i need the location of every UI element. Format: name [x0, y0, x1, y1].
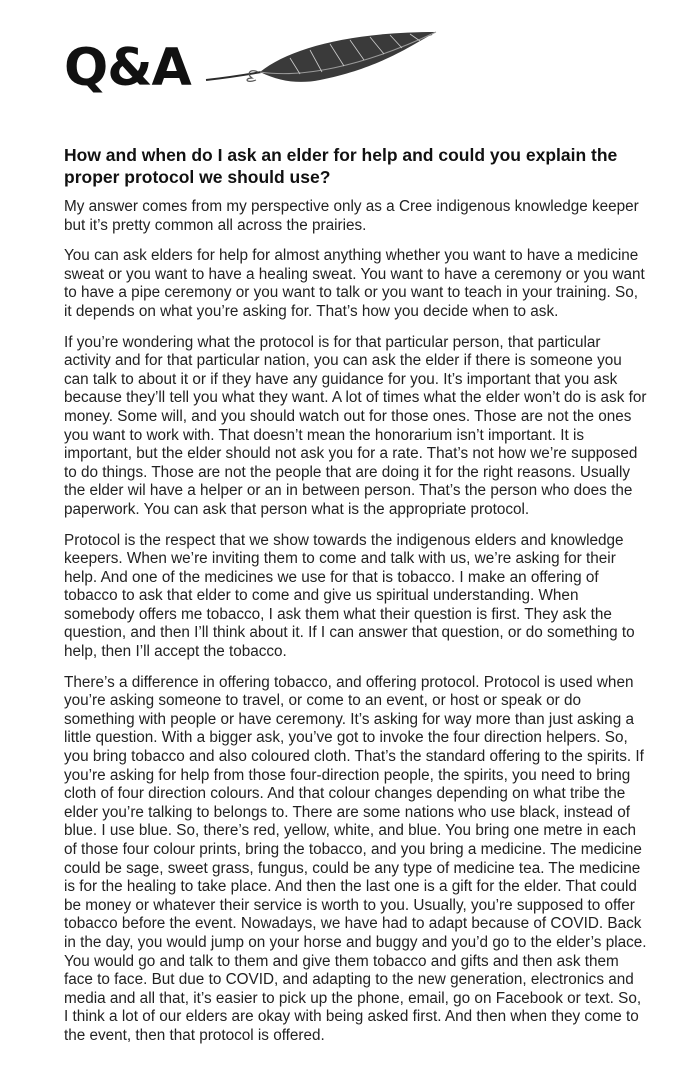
answer-body — [64, 198, 648, 1046]
answer-paragraph: You can ask elders for help for almost anything whether you want to have a medicine sweat or you want to have a healing sweat. You want to have a ceremony or you want to have a pipe ceremony or you want to talk or you want to teach in your training. So, it depends on what you’re asking for. That’s how you decide when to ask. — [64, 247, 645, 320]
page-header — [64, 38, 648, 100]
answer-paragraph: If you’re wondering what the protocol is for that particular person, that particular activity and for that particular nation, you can ask the elder if there is someone you can talk to about it or if they have any guidance for you. It’s important that you ask because they’ll tell you what they want. A lot of times what the elder won’t do is ask for money. Some will, and you should watch out for those ones. Those are not the ones you want to work with. That doesn’t mean the honorarium isn’t important. It is important, but the elder should not ask you for a rate. That’s not how we’re supposed to do things. Those are not the people that are doing it for the right reasons. Usually the elder wil have a helper or an in between person. That’s the person who does the paperwork. You can ask that person what is the appropriate protocol. — [64, 333, 647, 518]
answer-paragraph: There’s a difference in offering tobacco, and offering protocol. Protocol is used when you’re asking someone to travel, or come to an event, or host or speak or do something with people or have ceremony. It’s asking for way more than just asking a little question. With a bigger ask, you’ve got to invoke the four direction helpers. So, you bring tobacco and also coloured cloth. That’s the standard offering to the spirits. If you’re asking for help from those four-direction people, the spirits, you need to bring cloth of four direction colours. And that colour changes depending on what tribe the elder you’re talking to belongs to. There are some nations who use black, instead of blue. I use blue. So, there’s red, yellow, white, and blue. You bring one metre in each of those four colour prints, bring the tobacco, and you bring a medicine. The medicine could be sage, sweet grass, fungus, could be any type of medicine tea. The medicine is for the healing to take place. And then the last one is a gift for the elder. That could be money or whatever their service is worth to you. Usually, you’re supposed to offer tobacco before the event. Nowadays, we have had to adapt because of COVID. Back in the day, you would jump on your horse and buggy and you’d go to the elder’s place. You would go and talk to them and give them tobacco and gifts and then ask them face to face. But due to COVID, and adapting to the new generation, electronics and media and all that, it’s easier to pick up the phone, email, go on Facebook or text. So, I think a lot of our elders are okay with being asked first. And then when they come to the event, then that protocol is offered. — [64, 673, 647, 1044]
feather-icon — [200, 28, 440, 98]
page-title: Q&A — [64, 38, 191, 98]
answer-paragraph: Protocol is the respect that we show towards the indigenous elders and knowledge keepers. When we’re inviting them to come and talk with us, we’re asking for their help. And one of the medicines we use for that is tobacco. I make an offering of tobacco to ask that elder to come and give us spiritual understanding. When somebody offers me tobacco, I ask them what their question is first. They ask the question, and then I’ll think about it. If I can answer that question, or do something to help, then I’ll accept the tobacco. — [64, 531, 635, 661]
question-heading: How and when do I ask an elder for help and could you explain the proper protocol we should use? — [64, 145, 618, 187]
answer-paragraph: My answer comes from my perspective only as a Cree indigenous knowledge keeper but it’s pretty common all across the prairies. — [64, 198, 639, 234]
